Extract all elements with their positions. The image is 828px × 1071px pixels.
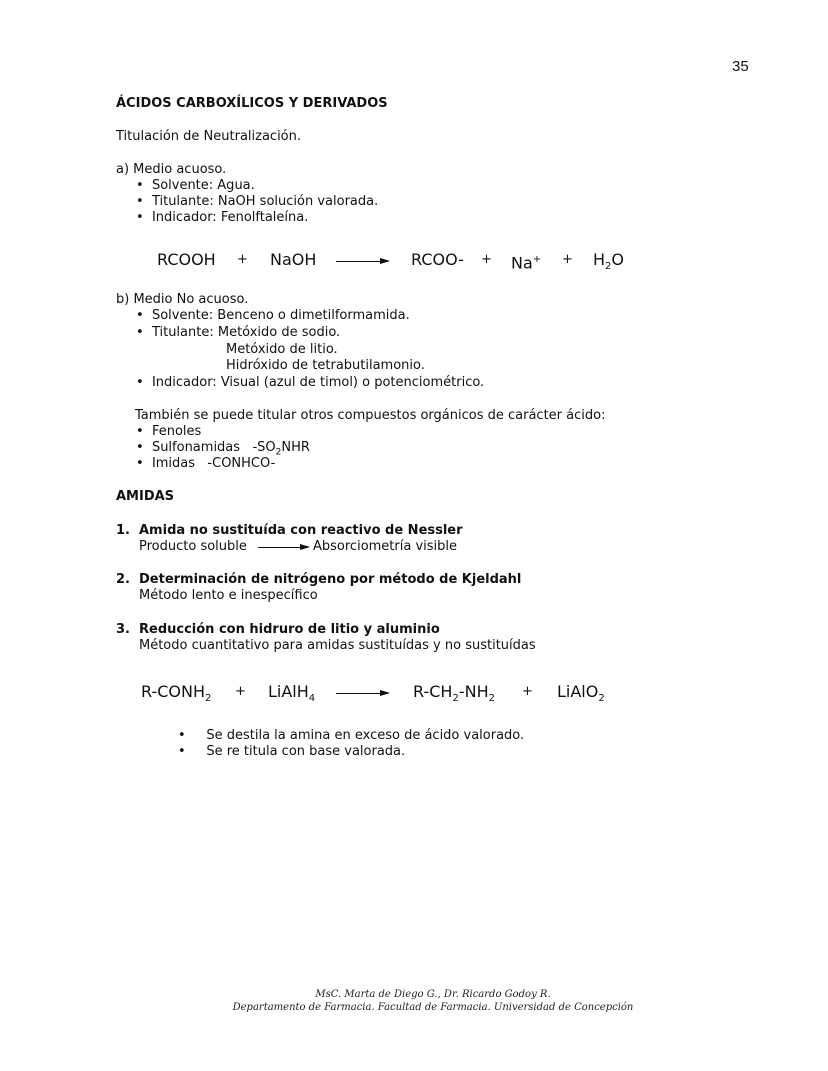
amida-item-1-left: Producto soluble (139, 539, 247, 554)
plus-sign: + (235, 684, 246, 699)
bullet-item: • Indicador: Fenolftaleína. (136, 210, 309, 225)
bullet-text: Solvente: Agua. (151, 178, 255, 193)
plus-sign: + (481, 252, 492, 267)
bullet-item: • Indicador: Visual (azul de timol) o potenciométrico. (136, 375, 485, 390)
amida-item-1-number: 1. (116, 523, 130, 538)
amida-item-1-right: Absorciometría visible (313, 539, 458, 554)
section-b-heading: b) Medio No acuoso. (116, 292, 249, 307)
amida-item-2-title: Determinación de nitrógeno por método de Kjeldahl (139, 572, 522, 587)
note-text: También se puede titular otros compuestos orgánicos de carácter ácido: (135, 408, 606, 423)
bullet-text: Indicador: Fenolftaleína. (151, 210, 309, 225)
bullet-item: • Se re titula con base valorada. (178, 744, 406, 759)
plus-sign: + (562, 252, 573, 267)
reactant-lialh4: LiAlH$_4$ (268, 682, 316, 705)
amida-item-3-desc: Método cuantitativo para amidas sustituídas y no sustituídas (139, 638, 536, 653)
bullet-text: Fenoles (151, 424, 202, 439)
amida-item-1-title: Amida no sustituída con reactivo de Nessler (139, 523, 463, 538)
plus-sign: + (522, 684, 533, 699)
reaction-arrow-icon (336, 693, 388, 694)
page-number: 35 (732, 58, 749, 75)
footer-authors: MsC. Marta de Diego G., Dr. Ricardo Godoy R. (315, 989, 551, 1000)
amidas-heading: AMIDAS (116, 489, 175, 504)
bullet-item: • Fenoles (136, 424, 202, 439)
footer-department: Departamento de Farmacia. Facultad de Farmacia. Universidad de Concepción (232, 1002, 634, 1013)
subtitle: Titulación de Neutralización. (116, 129, 302, 144)
bullet-text: Titulante: Metóxido de sodio. (151, 325, 341, 340)
bullet-item: • Solvente: Agua. (136, 178, 255, 193)
titulante-line: Hidróxido de tetrabutilamonio. (226, 358, 425, 373)
bullet-item: • Sulfonamidas $-SO_2NHR$ (136, 440, 310, 458)
reaction-arrow-icon (336, 261, 388, 262)
reactant-amide: $R-CONH_2$ (141, 682, 212, 705)
product-water: $H_2O$ (593, 250, 624, 273)
bullet-item: • Se destila la amina en exceso de ácido valorado. (178, 728, 525, 743)
bullet-text: Indicador: Visual (azul de timol) o potenciométrico. (151, 375, 485, 390)
amida-item-2-number: 2. (116, 572, 130, 587)
bullet-item: • Titulante: NaOH solución valorada. (136, 194, 379, 209)
page-title: ÁCIDOS CARBOXÍLICOS Y DERIVADOS (116, 96, 388, 111)
arrow-icon (258, 547, 308, 548)
amida-item-3-title: Reducción con hidruro de litio y aluminio (139, 622, 440, 637)
product-na: Na+ (511, 253, 542, 273)
bullet-item: • Solvente: Benceno o dimetilformamida. (136, 308, 410, 323)
product-rcoo: RCOO- (411, 250, 464, 269)
product-lialo2: LiAlO$_2$ (557, 682, 605, 705)
bullet-item: • Imidas -CONHCO- (136, 456, 276, 471)
bullet-item: • Titulante: Metóxido de sodio. (136, 325, 341, 340)
amida-item-2-desc: Método lento e inespecífico (139, 588, 318, 603)
amida-item-3-number: 3. (116, 622, 130, 637)
plus-sign: + (237, 252, 248, 267)
bullet-text: Titulante: NaOH solución valorada. (151, 194, 379, 209)
titulante-line: Metóxido de litio. (226, 342, 338, 357)
bullet-text: Se destila la amina en exceso de ácido valorado. (206, 728, 525, 743)
bullet-text: Imidas -CONHCO- (151, 456, 276, 471)
bullet-text: Se re titula con base valorada. (206, 744, 406, 759)
bullet-text: Sulfonamidas -SO (151, 440, 276, 455)
reactant-rcooh: RCOOH (157, 250, 216, 269)
reactant-naoh: NaOH (270, 250, 317, 269)
section-a-heading: a) Medio acuoso. (116, 162, 227, 177)
product-amine: $R-CH_2-NH_2$ (413, 682, 495, 705)
bullet-text: Solvente: Benceno o dimetilformamida. (151, 308, 410, 323)
